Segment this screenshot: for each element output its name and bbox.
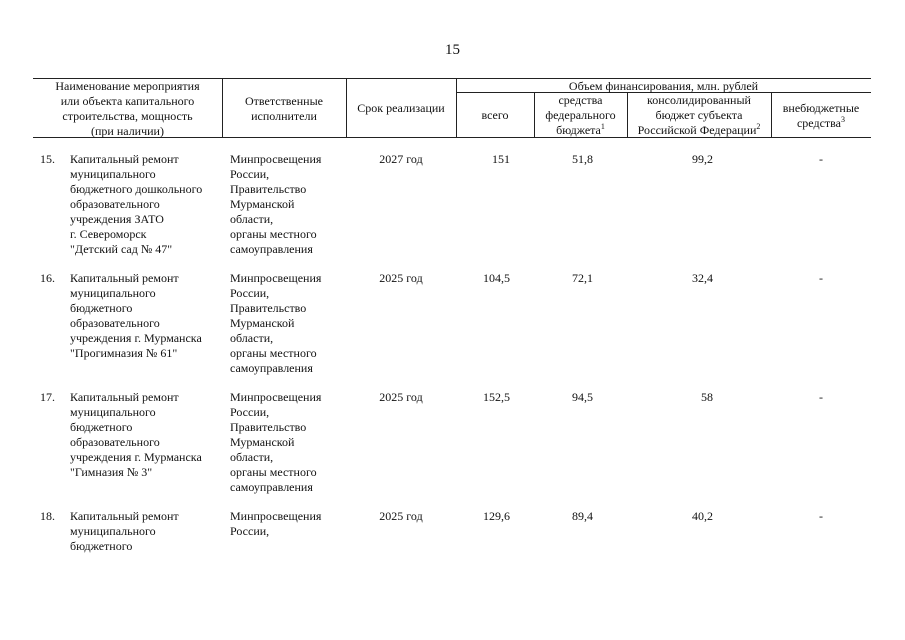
row-number: 18. — [40, 509, 55, 523]
row-number: 16. — [40, 271, 55, 285]
row-total: 104,5 — [483, 271, 510, 285]
row-name-line: бюджетного — [70, 301, 133, 315]
row-extra: - — [819, 509, 823, 523]
row-federal: 89,4 — [572, 509, 593, 523]
row-executors-line: России, — [230, 405, 270, 419]
header-name-line: или объекта капитального — [60, 94, 195, 108]
row-name — [70, 509, 222, 554]
row-executors-line: Минпросвещения — [230, 390, 322, 404]
row-executors-line: органы местного — [230, 465, 317, 479]
header-federal-line: федерального — [545, 108, 616, 122]
row-name-line: "Детский сад № 47" — [70, 242, 173, 256]
footnote-mark: 3 — [841, 115, 845, 124]
header-federal-line: средства — [558, 93, 603, 107]
row-name-line: образовательного — [70, 316, 160, 330]
row-executors-line: России, — [230, 167, 270, 181]
row-name — [70, 390, 222, 480]
row-executors-line: самоуправления — [230, 480, 313, 494]
row-period: 2025 год — [379, 271, 423, 285]
header-executors-line: исполнители — [251, 109, 317, 123]
row-name-line: "Прогимназия № 61" — [70, 346, 178, 360]
page-number: 15 — [445, 42, 460, 58]
row-period: 2025 год — [379, 509, 423, 523]
header-extra-line — [771, 116, 871, 131]
row-executors-line: Мурманской — [230, 197, 295, 211]
header-extra-text: средства — [796, 116, 841, 130]
row-executors — [230, 390, 346, 495]
row-executors-line: Минпросвещения — [230, 509, 322, 523]
header-federal — [534, 93, 627, 138]
row-executors-line: органы местного — [230, 346, 317, 360]
row-name-line: муниципального — [70, 286, 156, 300]
row-extra: - — [819, 390, 823, 404]
row-name-line: муниципального — [70, 524, 156, 538]
table-row — [0, 271, 905, 381]
header-extra-line: внебюджетные — [782, 101, 860, 115]
row-period: 2025 год — [379, 390, 423, 404]
header-name — [33, 79, 222, 139]
header-federal-text: бюджета — [556, 123, 601, 137]
row-regional: 32,4 — [692, 271, 713, 285]
row-name-line: Капитальный ремонт — [70, 271, 179, 285]
row-name-line: образовательного — [70, 435, 160, 449]
row-total: 129,6 — [483, 509, 510, 523]
row-name-line: муниципального — [70, 167, 156, 181]
table-row — [0, 152, 905, 262]
row-executors-line: самоуправления — [230, 242, 313, 256]
row-name-line: Капитальный ремонт — [70, 152, 179, 166]
header-name-line: строительства, мощность — [62, 109, 193, 123]
header-extra — [771, 101, 871, 131]
row-name-line: Капитальный ремонт — [70, 390, 179, 404]
row-extra: - — [819, 152, 823, 166]
row-executors-line: Минпросвещения — [230, 271, 322, 285]
row-name-line: учреждения г. Мурманска — [70, 331, 202, 345]
row-executors-line: Минпросвещения — [230, 152, 322, 166]
row-number: 15. — [40, 152, 55, 166]
table-row — [0, 509, 905, 569]
row-number: 17. — [40, 390, 55, 404]
header-federal-line — [534, 123, 627, 138]
row-executors — [230, 509, 346, 539]
header-name-line: Наименование мероприятия — [55, 79, 200, 93]
footnote-mark: 1 — [600, 122, 605, 131]
row-federal: 94,5 — [572, 390, 593, 404]
header-regional — [627, 93, 771, 138]
header-name-line: (при наличии) — [91, 124, 164, 138]
row-executors-line: Мурманской — [230, 435, 295, 449]
header-total: всего — [481, 108, 509, 122]
header-executors-line: Ответственные — [245, 94, 323, 108]
row-name-line: муниципального — [70, 405, 156, 419]
header-period: Срок реализации — [357, 101, 445, 115]
header-funding-group: Объем финансирования, млн. рублей — [568, 79, 759, 93]
row-executors-line: области, — [230, 212, 274, 226]
row-executors — [230, 152, 346, 257]
row-name — [70, 152, 222, 257]
row-regional: 40,2 — [692, 509, 713, 523]
row-regional: 99,2 — [692, 152, 713, 166]
row-federal: 72,1 — [572, 271, 593, 285]
row-name-line: бюджетного — [70, 420, 133, 434]
row-name-line: образовательного — [70, 197, 160, 211]
header-executors — [222, 94, 346, 124]
header-regional-line: бюджет субъекта — [655, 108, 743, 122]
row-period: 2027 год — [379, 152, 423, 166]
row-executors-line: Правительство — [230, 301, 307, 315]
row-regional: 58 — [701, 390, 713, 404]
row-executors-line: Правительство — [230, 420, 307, 434]
header-regional-line: консолидированный — [647, 93, 751, 107]
footnote-mark: 2 — [756, 122, 761, 131]
row-name-line: "Гимназия № 3" — [70, 465, 153, 479]
row-executors-line: Правительство — [230, 182, 307, 196]
row-extra: - — [819, 271, 823, 285]
table-row — [0, 390, 905, 500]
row-total: 152,5 — [483, 390, 510, 404]
row-federal: 51,8 — [572, 152, 593, 166]
row-name-line: бюджетного — [70, 539, 133, 553]
header-regional-line — [627, 123, 771, 138]
row-executors-line: России, — [230, 524, 270, 538]
row-executors-line: Мурманской — [230, 316, 295, 330]
row-name — [70, 271, 222, 361]
row-name-line: Капитальный ремонт — [70, 509, 179, 523]
row-executors-line: органы местного — [230, 227, 317, 241]
row-name-line: г. Североморск — [70, 227, 147, 241]
row-executors-line: области, — [230, 450, 274, 464]
header-regional-text: Российской Федерации — [637, 123, 757, 137]
row-executors-line: самоуправления — [230, 361, 313, 375]
row-executors-line: России, — [230, 286, 270, 300]
row-name-line: бюджетного дошкольного — [70, 182, 203, 196]
row-total: 151 — [492, 152, 510, 166]
row-executors-line: области, — [230, 331, 274, 345]
row-name-line: учреждения г. Мурманска — [70, 450, 202, 464]
row-executors — [230, 271, 346, 376]
row-name-line: учреждения ЗАТО — [70, 212, 164, 226]
